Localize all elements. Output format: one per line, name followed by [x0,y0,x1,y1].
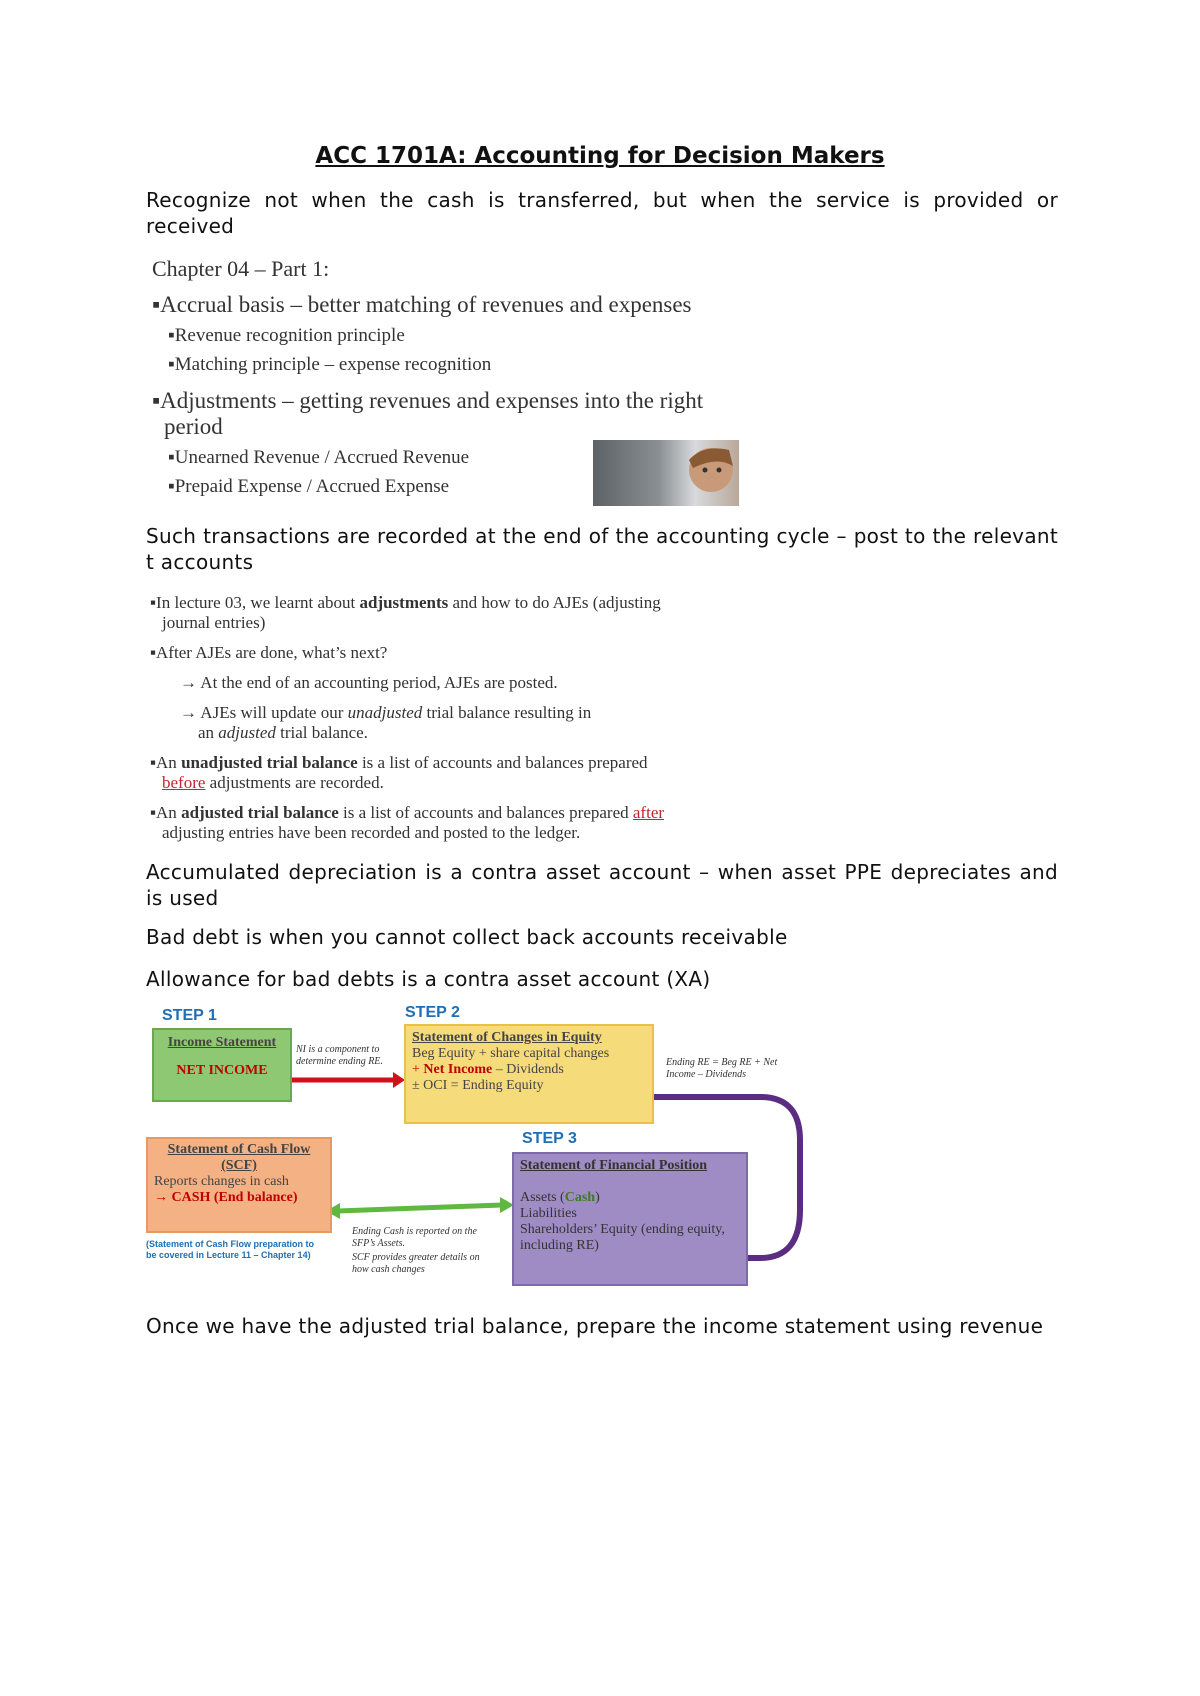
slide-heading: Chapter 04 – Part 1: [152,256,330,281]
bullet-adjusted-definition: ▪An adjusted trial balance is a list of accounts and balances prepared after adjusting entries have been recorded and posted to the ledger. [150,803,665,842]
bullet-ajes-posted: → At the end of an accounting period, AJEs are posted. [180,673,558,692]
paragraph-bad-debt: Bad debt is when you cannot collect back accounts receivable [146,925,788,949]
step-3-label: STEP 3 [522,1130,577,1147]
bullet-after-ajes: ▪After AJEs are done, what’s next? [150,643,388,662]
sfp-line-assets: Assets (Cash) [520,1190,600,1205]
arrow-cash-link [338,1205,502,1211]
cash-flow-line-end: → CASH (End balance) [154,1190,298,1205]
paragraph-allowance-bad-debts: Allowance for bad debts is a contra asset account (XA) [146,967,711,991]
income-statement-title: Income Statement [167,1035,277,1050]
income-statement-box [152,1028,292,1102]
paragraph-income-statement: Once we have the adjusted trial balance, prepare the income statement using revenue [146,1314,1044,1338]
bullet-accrual-basis: ▪Accrual basis – better matching of revenues and expenses [152,292,692,317]
cash-flow-title: Statement of Cash Flow [167,1142,311,1157]
financial-position-box [512,1152,748,1286]
cash-flow-title-abbr: (SCF) [221,1158,257,1173]
bullet-adjustments-cont: period [164,414,223,439]
equity-line-oci: ± OCI = Ending Equity [412,1078,544,1093]
sfp-line-liabilities: Liabilities [520,1206,577,1221]
bullet-unadjusted-definition: ▪An unadjusted trial balance is a list of accounts and balances prepared before adjustments are recorded. [150,753,648,792]
bullet-ajes-update: → AJEs will update our unadjusted trial balance resulting in an adjusted trial balance. [180,703,592,742]
scf-chapter-note: (Statement of Cash Flow preparation to be covered in Lecture 11 – Chapter 14) [146,1239,315,1260]
page-title: ACC 1701A: Accounting for Decision Makers [315,143,885,169]
equity-line-beg: Beg Equity + share capital changes [412,1046,610,1061]
cash-flow-line-changes: Reports changes in cash [154,1174,289,1189]
bullet-adjustments: ▪Adjustments – getting revenues and expenses into the right [152,388,704,413]
cash-reported-note: Ending Cash is reported on the SFP’s Assets. SCF provides greater details on how cash changes [352,1226,480,1275]
equity-statement-box [404,1024,654,1124]
financial-position-title: Statement of Financial Position [520,1158,708,1173]
ending-re-note: Ending RE = Beg RE + Net Income – Dividends [666,1057,778,1080]
cash-flow-box [146,1137,332,1233]
bullet-lecture-03: ▪In lecture 03, we learnt about adjustments and how to do AJEs (adjusting journal entries) [150,593,661,632]
step-2-label: STEP 2 [405,1004,460,1021]
bullet-revenue-recognition: ▪Revenue recognition principle [168,325,405,346]
paragraph-accumulated-depreciation: Accumulated depreciation is a contra asset account – when asset PPE depreciates and is used [146,860,1058,910]
sfp-line-equity: Shareholders’ Equity (ending equity, including RE) [520,1222,725,1253]
bullet-unearned-revenue: ▪Unearned Revenue / Accrued Revenue [168,447,470,468]
equity-statement-title: Statement of Changes in Equity [412,1030,602,1045]
equity-line-ni: + Net Income – Dividends [412,1062,564,1077]
bullet-prepaid-expense: ▪Prepaid Expense / Accrued Expense [168,476,450,497]
bullet-matching-principle: ▪Matching principle – expense recognition [168,354,492,375]
ni-component-note: NI is a component to determine ending RE. [296,1044,383,1067]
paragraph-recorded-end-cycle: Such transactions are recorded at the end of the accounting cycle – post to the relevant t accounts [146,524,1058,574]
net-income-label: NET INCOME [176,1063,268,1078]
paragraph-revenue-recognition: Recognize not when the cash is transferred, but when the service is provided or received [146,188,1058,238]
step-1-label: STEP 1 [162,1007,217,1024]
